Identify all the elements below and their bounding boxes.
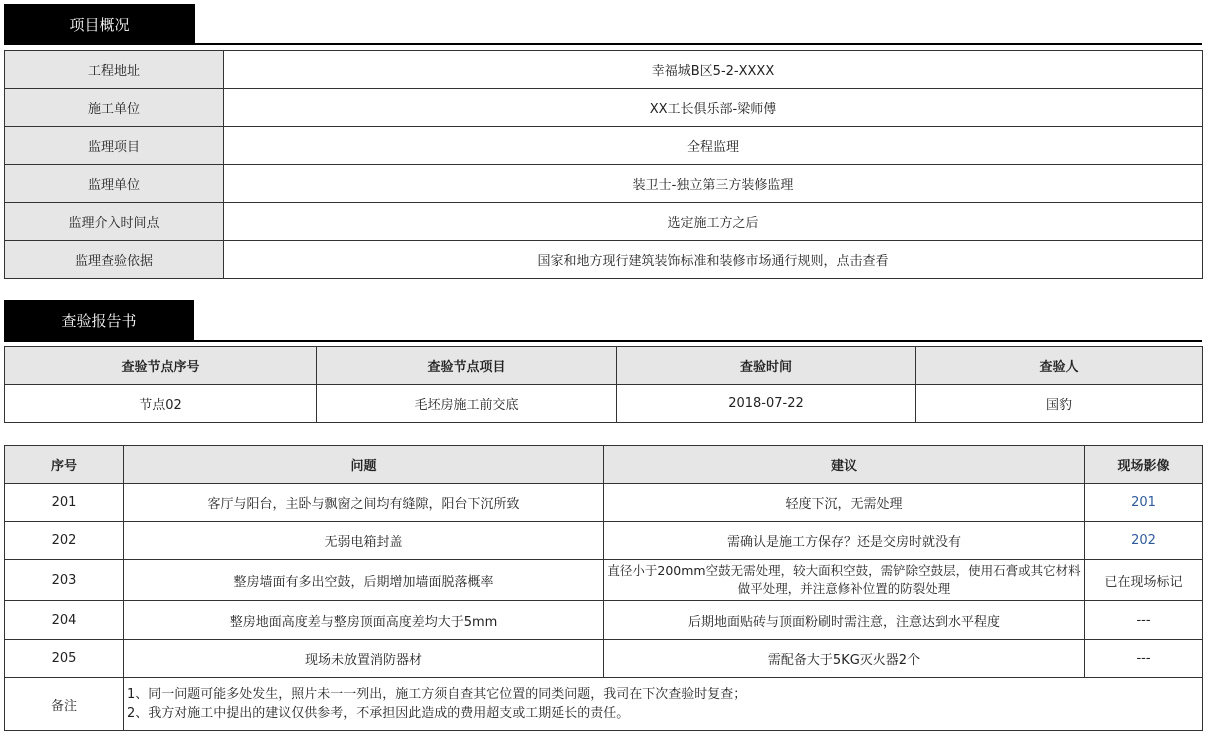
report-section-title: 查验报告书 bbox=[4, 300, 194, 340]
table-row bbox=[5, 560, 1203, 601]
overview-value-basis-link[interactable]: 国家和地方现行建筑装饰标准和装修市场通行规则，点击查看 bbox=[224, 241, 1203, 279]
issue-advice: 直径小于200mm空鼓无需处理，较大面积空鼓，需铲除空鼓层，使用石膏或其它材料做平处理，并注意修补位置的防裂处理 bbox=[604, 560, 1085, 601]
issues-header-no: 序号 bbox=[5, 446, 124, 484]
report-header-node-item: 查验节点项目 bbox=[317, 347, 617, 385]
issues-header-problem: 问题 bbox=[124, 446, 604, 484]
table-row bbox=[5, 640, 1203, 678]
issues-header-advice: 建议 bbox=[604, 446, 1085, 484]
issues-header-row bbox=[5, 446, 1203, 484]
issue-advice: 需确认是施工方保存？还是交房时就没有 bbox=[604, 522, 1085, 560]
notes-label: 备注 bbox=[5, 678, 124, 731]
overview-value-contractor: XX工长俱乐部-梁师傅 bbox=[224, 89, 1203, 127]
overview-value-project: 全程监理 bbox=[224, 127, 1203, 165]
note-line-2: 2、我方对施工中提出的建议仅供参考，不承担因此造成的费用超支或工期延长的责任。 bbox=[127, 706, 630, 721]
overview-section-title: 项目概况 bbox=[4, 4, 195, 44]
report-date: 2018-07-22 bbox=[617, 385, 916, 423]
issue-advice: 轻度下沉，无需处理 bbox=[604, 484, 1085, 522]
issues-table bbox=[4, 445, 1203, 731]
report-header-inspector: 查验人 bbox=[916, 347, 1203, 385]
overview-label-contractor: 施工单位 bbox=[5, 89, 224, 127]
overview-label-address: 工程地址 bbox=[5, 51, 224, 89]
overview-row bbox=[5, 203, 1203, 241]
overview-label-project: 监理项目 bbox=[5, 127, 224, 165]
overview-row bbox=[5, 241, 1203, 279]
report-divider bbox=[4, 340, 1202, 342]
notes-content bbox=[124, 678, 1203, 731]
issue-image-status: --- bbox=[1085, 601, 1203, 640]
issue-no: 202 bbox=[5, 522, 124, 560]
table-row bbox=[5, 522, 1203, 560]
overview-row bbox=[5, 51, 1203, 89]
overview-row bbox=[5, 127, 1203, 165]
report-node-item: 毛坯房施工前交底 bbox=[317, 385, 617, 423]
overview-value-supervisor: 装卫士-独立第三方装修监理 bbox=[224, 165, 1203, 203]
report-header-node-no: 查验节点序号 bbox=[5, 347, 317, 385]
issue-problem: 现场未放置消防器材 bbox=[124, 640, 604, 678]
overview-label-basis: 监理查验依据 bbox=[5, 241, 224, 279]
table-row bbox=[5, 484, 1203, 522]
overview-row bbox=[5, 165, 1203, 203]
overview-table bbox=[4, 50, 1203, 279]
issue-image-status: 已在现场标记 bbox=[1085, 560, 1203, 601]
issues-header-image: 现场影像 bbox=[1085, 446, 1203, 484]
issue-problem: 客厅与阳台，主卧与飘窗之间均有缝隙，阳台下沉所致 bbox=[124, 484, 604, 522]
overview-value-timing: 选定施工方之后 bbox=[224, 203, 1203, 241]
issue-problem: 整房地面高度差与整房顶面高度差均大于5mm bbox=[124, 601, 604, 640]
issue-no: 203 bbox=[5, 560, 124, 601]
report-header-date: 查验时间 bbox=[617, 347, 916, 385]
issue-no: 205 bbox=[5, 640, 124, 678]
overview-row bbox=[5, 89, 1203, 127]
table-row bbox=[5, 601, 1203, 640]
overview-divider bbox=[4, 43, 1202, 45]
report-header-row bbox=[5, 347, 1203, 385]
overview-label-timing: 监理介入时间点 bbox=[5, 203, 224, 241]
report-node-no: 节点02 bbox=[5, 385, 317, 423]
issue-problem: 无弱电箱封盖 bbox=[124, 522, 604, 560]
report-row bbox=[5, 385, 1203, 423]
issue-image-link[interactable]: 201 bbox=[1085, 484, 1203, 522]
note-line-1: 1、同一问题可能多处发生，照片未一一列出，施工方须自查其它位置的同类问题，我司在下次查验时复查； bbox=[127, 687, 747, 702]
issue-image-link[interactable]: 202 bbox=[1085, 522, 1203, 560]
overview-value-address: 幸福城B区5-2-XXXX bbox=[224, 51, 1203, 89]
report-table bbox=[4, 346, 1203, 423]
notes-row bbox=[5, 678, 1203, 731]
issue-problem: 整房墙面有多出空鼓，后期增加墙面脱落概率 bbox=[124, 560, 604, 601]
overview-label-supervisor: 监理单位 bbox=[5, 165, 224, 203]
issue-no: 201 bbox=[5, 484, 124, 522]
report-inspector: 国豹 bbox=[916, 385, 1203, 423]
issue-advice: 后期地面贴砖与顶面粉刷时需注意，注意达到水平程度 bbox=[604, 601, 1085, 640]
issue-no: 204 bbox=[5, 601, 124, 640]
issue-advice: 需配备大于5KG灭火器2个 bbox=[604, 640, 1085, 678]
issue-image-status: --- bbox=[1085, 640, 1203, 678]
